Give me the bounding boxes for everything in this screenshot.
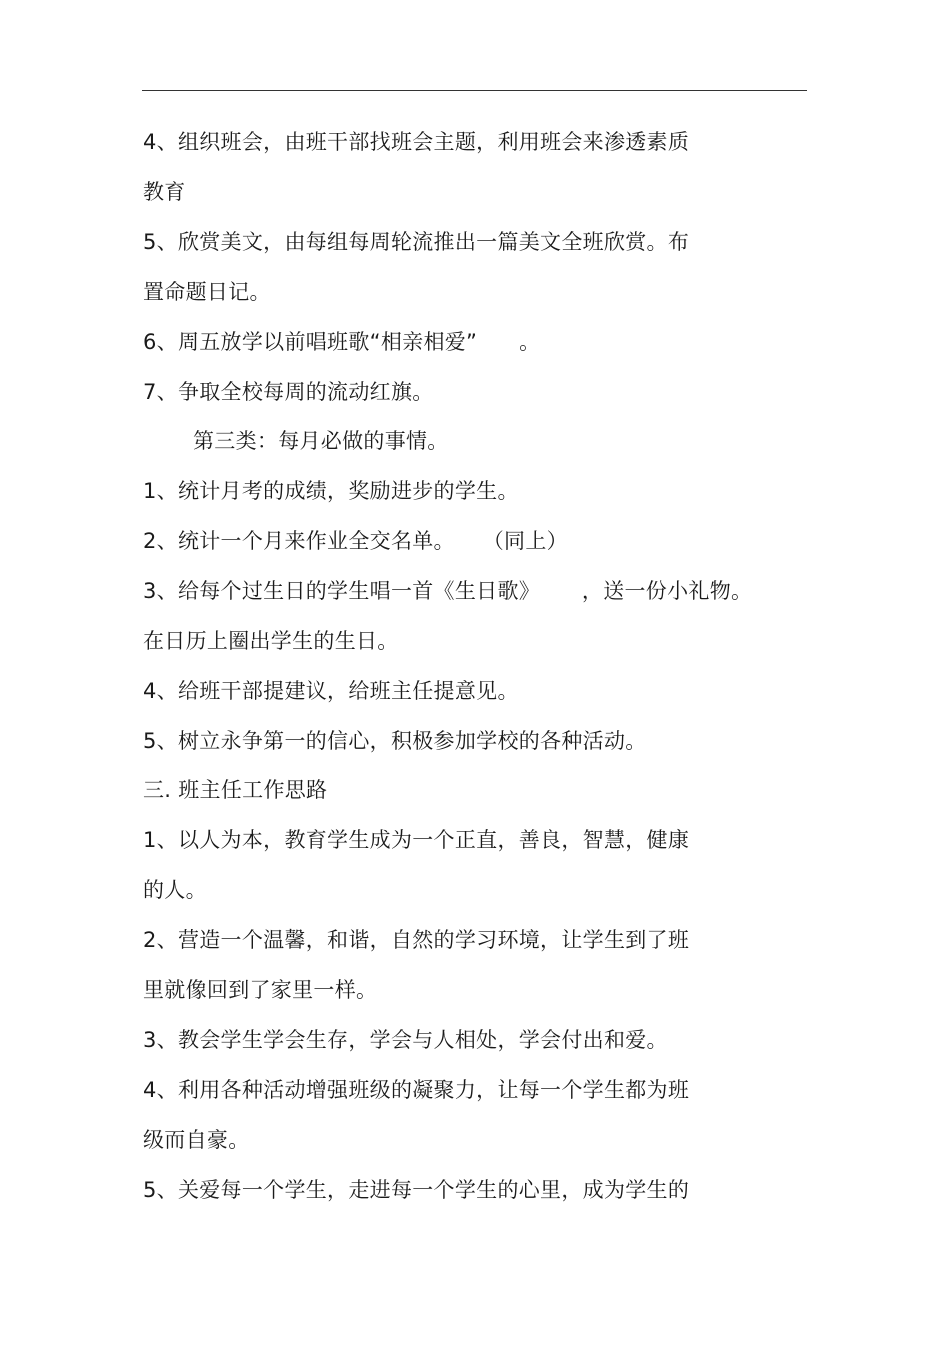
text-line: 4、给班干部提建议，给班主任提意见。 [143,679,519,703]
text-line: 1、以人为本，教育学生成为一个正直，善良，智慧，健康 [143,828,690,852]
text-line: 2、营造一个温馨，和谐，自然的学习环境，让学生到了班 [143,928,690,952]
section-heading: 三. 班主任工作思路 [143,778,328,802]
text-line: 2、统计一个月来作业全交名单。 （同上） [143,529,568,553]
text-line: 7、争取全校每周的流动红旗。 [143,380,434,404]
text-line: 1、统计月考的成绩，奖励进步的学生。 [143,479,519,503]
text-line: 级而自豪。 [143,1128,250,1152]
text-line: 5、树立永争第一的信心，积极参加学校的各种活动。 [143,729,647,753]
text-line: 的人。 [143,878,207,902]
section-heading: 第三类：每月必做的事情。 [193,429,449,453]
text-line: 3、教会学生学会生存，学会与人相处，学会付出和爱。 [143,1028,668,1052]
text-line: 教育 [143,180,186,204]
text-line: 5、欣赏美文，由每组每周轮流推出一篇美文全班欣赏。布 [143,230,690,254]
text-line: 里就像回到了家里一样。 [143,978,378,1002]
text-line: 6、周五放学以前唱班歌“相亲相爱” 。 [143,330,541,354]
text-line: 在日历上圈出学生的生日。 [143,629,399,653]
text-line: 4、组织班会，由班干部找班会主题，利用班会来渗透素质 [143,130,690,154]
text-line: 4、利用各种活动增强班级的凝聚力，让每一个学生都为班 [143,1078,690,1102]
text-line: 3、给每个过生日的学生唱一首《生日歌》 ，送一份小礼物。 [143,579,753,603]
header-rule [142,90,807,91]
text-line: 置命题日记。 [143,280,271,304]
text-line: 5、关爱每一个学生，走进每一个学生的心里，成为学生的 [143,1178,690,1202]
